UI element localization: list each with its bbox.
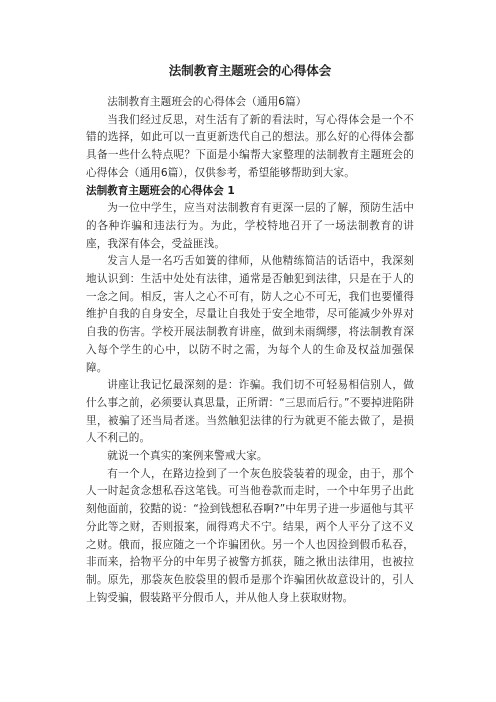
paragraph-body-2: 发言人是一名巧舌如簧的律师，从他精练简洁的话语中，我深刻地认识到：生活中处处有法律，通常是否触犯到法律，只是在于人的一念之间。相反，害人之心不可有，防人之心不可无，我们也要懂得维护自我的自身安全，尽量让自我处于安全地带，尽可能减少外界对自我的伤害。学校开展法制教育讲座，做到未雨绸缪，将法制教育深入每个学生的心中，以防不时之需，为每个人的生命及权益加强保障。 <box>86 255 414 374</box>
paragraph-body-5: 有一个人，在路边捡到了一个灰色胶袋装着的现金，由于，那个人一时起贪念想私吞这笔钱。可当他卷款而走时，一个中年男子出此刻他面前，狡黠的说：“捡到钱想私吞啊?”中年男子进一步逼他与其平分此等之财，否则报案，闹得鸡犬不宁。结果，两个人平分了这不义之财。俄而，报应随之一个诈骗团伙。另一个人也因捡到假币私吞，非而来，拾物平分的中年男子被警方抓获，随之揪出法律用，也被拉制。原先，那袋灰色胶袋里的假币是那个诈骗团伙故意设计的，引人上钩受骗，假装路平分假币人，并从他人身上获取财物。 <box>86 467 414 604</box>
document-title: 法制教育主题班会的心得体会 <box>168 63 332 78</box>
paragraph-body-1: 为一位中学生，应当对法制教育有更深一层的了解，预防生活中的各种诈骗和违法行为。为此，学校特地召开了一场法制教育的讲座，我深有体会，受益匪浅。 <box>86 202 414 250</box>
paragraph-body-3: 讲座让我记忆最深刻的是：诈骗。我们切不可轻易相信别人，做什么事之前，必须要认真思量，正所谓：“三思而后行。”不要掉进陷阱里，被骗了还当局者迷。当然触犯法律的行为就更不能去做了，是损人不利己的。 <box>86 379 414 445</box>
section-title: 法制教育主题班会的心得体会 1 <box>86 184 235 197</box>
paragraph-intro: 当我们经过反思，对生活有了新的看法时，写心得体会是一个不错的选择，如此可以一直更新迭代自己的想法。那么好的心得体会都具备一些什么特点呢？下面是小编帮大家整理的法制教育主题班会的心得体会（通用6篇），仅供参考，希望能够帮助到大家。 <box>86 113 414 179</box>
paragraph-subtitle: 法制教育主题班会的心得体会（通用6篇） <box>107 96 307 108</box>
paragraph-body-4: 就说一个真实的案例来警戒大家。 <box>107 450 268 463</box>
